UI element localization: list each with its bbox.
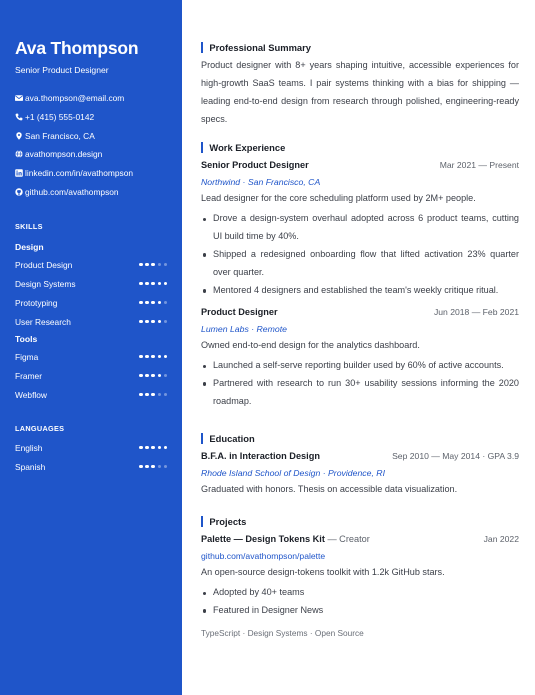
rating-dot-filled (145, 320, 148, 323)
skill-row (15, 274, 168, 293)
rating-dot-filled (151, 263, 154, 266)
skill-row (15, 312, 168, 331)
contact-phone-text: +1 (415) 555-0142 (25, 112, 95, 123)
skill-name: Framer (15, 370, 42, 381)
skill-row (15, 255, 168, 274)
job-description: Owned end-to-end design for the analytics dashboard. (201, 340, 420, 350)
project-bullets (201, 584, 519, 620)
project-tags: TypeScript · Design Systems · Open Source (201, 628, 364, 638)
project-header (201, 534, 519, 544)
skill-name: User Research (15, 316, 71, 327)
language-row (15, 457, 168, 476)
project-bullet: Adopted by 40+ teams (201, 584, 519, 602)
rating-dot-empty (164, 465, 167, 468)
skill-row (15, 293, 168, 312)
rating-dot-filled (164, 282, 167, 285)
rating-dot-filled (151, 465, 154, 468)
skill-rating (139, 320, 167, 323)
rating-dot-filled (164, 446, 167, 449)
education-heading (201, 432, 255, 444)
contact-github-text: github.com/avathompson (25, 186, 119, 197)
candidate-name: Ava Thompson (15, 38, 139, 58)
email-icon (15, 94, 23, 102)
rating-dot-filled (145, 446, 148, 449)
rating-dot-filled (164, 355, 167, 358)
summary-heading-text: Professional Summary (209, 41, 311, 53)
rating-dot-filled (158, 320, 161, 323)
job-bullet: Launched a self-serve reporting builder used by 60% of active accounts. (201, 357, 519, 375)
rating-dot-filled (145, 263, 148, 266)
job-bullet: Shipped a redesigned onboarding flow that lifted activation 23% quarter over quarter. (201, 246, 519, 282)
rating-dot-filled (139, 374, 142, 377)
contact-phone[interactable] (15, 108, 168, 127)
rating-dot-filled (158, 355, 161, 358)
job-dates: Mar 2021 — Present (439, 160, 519, 170)
job-bullet: Partnered with research to run 30+ usability sessions informing the 2020 roadmap. (201, 375, 519, 411)
education-note: Graduated with honors. Thesis on accessible data visualization. (201, 484, 458, 494)
rating-dot-filled (139, 301, 142, 304)
summary-text: Product designer with 8+ years shaping intuitive, accessible experiences for high-growth SaaS teams. I pair systems thinking with a bias for shipping — leading end-to-end design from research through polished, engineering-ready specs. (201, 60, 519, 124)
contact-email[interactable] (15, 89, 168, 108)
job-bullet: Mentored 4 designers and established the team's weekly critique ritual. (201, 282, 519, 300)
job-company: Northwind · San Francisco, CA (201, 177, 321, 187)
globe-icon (15, 150, 23, 158)
candidate-title: Senior Product Designer (15, 65, 109, 75)
experience-heading (201, 141, 285, 153)
rating-dot-filled (145, 393, 148, 396)
project-name: Palette — Design Tokens Kit (201, 534, 325, 544)
rating-dot-filled (151, 374, 154, 377)
rating-dot-filled (145, 374, 148, 377)
github-icon (15, 188, 23, 196)
skill-name: Design Systems (15, 278, 76, 289)
rating-dot-filled (158, 301, 161, 304)
rating-dot-empty (164, 393, 167, 396)
rating-dot-empty (158, 465, 161, 468)
skill-row (15, 366, 168, 385)
linkedin-icon (15, 169, 23, 177)
skill-rating (139, 301, 167, 304)
rating-dot-filled (151, 355, 154, 358)
rating-dot-filled (139, 446, 142, 449)
skill-rating (139, 263, 167, 266)
language-row (15, 438, 168, 457)
languages-heading: LANGUAGES (15, 424, 65, 434)
rating-dot-filled (145, 465, 148, 468)
contact-linkedin-text: linkedin.com/in/avathompson (25, 168, 134, 179)
degree: B.F.A. in Interaction Design (201, 451, 320, 461)
contact-website-text: avathompson.design (25, 149, 103, 160)
summary-heading (201, 41, 311, 53)
language-name: English (15, 442, 43, 453)
rating-dot-empty (164, 263, 167, 266)
rating-dot-filled (151, 320, 154, 323)
project-description: An open-source design-tokens toolkit with 1.2k GitHub stars. (201, 567, 445, 577)
job-bullets (201, 357, 519, 411)
rating-dot-filled (139, 393, 142, 396)
rating-dot-filled (151, 393, 154, 396)
rating-dot-filled (151, 301, 154, 304)
project-role: — Creator (324, 534, 370, 544)
job-header (201, 160, 519, 170)
sidebar (0, 0, 182, 695)
skill-rating (139, 355, 167, 358)
job-description: Lead designer for the core scheduling platform used by 2M+ people. (201, 193, 476, 203)
job-bullet: Drove a design-system overhaul adopted across 6 product teams, cutting UI build time by 40%. (201, 210, 519, 246)
contact-location-text: San Francisco, CA (25, 130, 95, 141)
design-skill-list (15, 255, 168, 331)
skill-row (15, 347, 168, 366)
skills-tools-heading: Tools (15, 334, 38, 345)
rating-dot-filled (139, 282, 142, 285)
rating-dot-empty (158, 263, 161, 266)
skill-rating (139, 282, 167, 285)
contact-email-text: ava.thompson@email.com (25, 93, 125, 104)
job-company: Lumen Labs · Remote (201, 324, 287, 334)
rating-dot-filled (151, 282, 154, 285)
job-role: Senior Product Designer (201, 160, 309, 170)
rating-dot-empty (164, 301, 167, 304)
job-role: Product Designer (201, 307, 278, 317)
job-bullets (201, 210, 519, 300)
rating-dot-filled (139, 320, 142, 323)
rating-dot-filled (145, 355, 148, 358)
rating-dot-filled (139, 263, 142, 266)
rating-dot-filled (139, 465, 142, 468)
language-name: Spanish (15, 461, 46, 472)
language-rating (139, 465, 167, 468)
contact-list (15, 89, 168, 201)
rating-dot-filled (158, 446, 161, 449)
skill-rating (139, 374, 167, 377)
school: Rhode Island School of Design · Providence, RI (201, 468, 385, 478)
language-rating (139, 446, 167, 449)
education-heading-text: Education (209, 432, 255, 444)
rating-dot-filled (158, 374, 161, 377)
skills-design-heading: Design (15, 242, 44, 253)
project-title (201, 534, 370, 544)
rating-dot-empty (158, 393, 161, 396)
experience-heading-text: Work Experience (209, 141, 286, 153)
skill-name: Prototyping (15, 297, 58, 308)
skill-name: Webflow (15, 389, 47, 400)
tool-skill-list (15, 347, 168, 404)
contact-github[interactable] (15, 182, 168, 201)
rating-dot-filled (145, 282, 148, 285)
contact-linkedin[interactable] (15, 164, 168, 183)
project-date: Jan 2022 (483, 534, 519, 544)
skill-name: Figma (15, 351, 39, 362)
rating-dot-filled (145, 301, 148, 304)
rating-dot-empty (164, 320, 167, 323)
rating-dot-filled (139, 355, 142, 358)
job-header (201, 307, 519, 317)
skill-rating (139, 393, 167, 396)
job-dates: Jun 2018 — Feb 2021 (433, 307, 519, 317)
rating-dot-filled (151, 446, 154, 449)
projects-heading (201, 515, 246, 527)
skills-heading: SKILLS (15, 222, 43, 232)
contact-location (15, 126, 168, 145)
projects-heading-text: Projects (209, 515, 247, 527)
language-list (15, 438, 168, 476)
phone-icon (15, 113, 23, 121)
skill-name: Product Design (15, 259, 73, 270)
project-link[interactable]: github.com/avathompson/palette (201, 551, 326, 561)
project-bullet: Featured in Designer News (201, 602, 519, 620)
education-header (201, 451, 519, 461)
location-pin-icon (15, 132, 23, 140)
skill-row (15, 385, 168, 404)
education-dates: Sep 2010 — May 2014 · GPA 3.9 (392, 451, 519, 461)
rating-dot-empty (164, 374, 167, 377)
rating-dot-filled (158, 282, 161, 285)
contact-website[interactable] (15, 145, 168, 164)
